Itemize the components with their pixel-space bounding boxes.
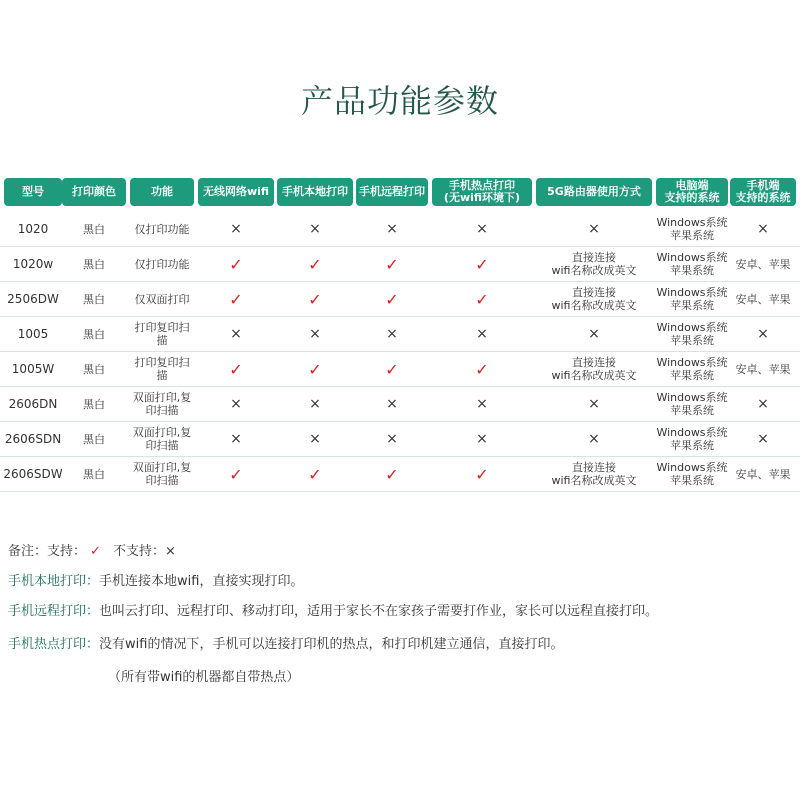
check-icon: ✓ <box>308 289 322 309</box>
check-icon: ✓ <box>385 464 399 484</box>
cell-model: 1005 <box>17 326 49 341</box>
cell-model: 2606SDW <box>3 466 63 481</box>
cross-icon: × <box>476 395 488 412</box>
column-header: 无线网络wifi <box>198 178 274 206</box>
column-header: 手机本地打印 <box>277 178 353 206</box>
cell-model: 1020 <box>17 221 49 236</box>
note-hotspot-label: 手机热点打印： <box>8 637 100 652</box>
cell-mobile: 安卓、苹果 <box>735 467 791 481</box>
check-icon: ✓ <box>385 254 399 274</box>
table-header <box>0 178 800 206</box>
table-body <box>0 212 800 492</box>
legend-support: 支持： <box>47 544 87 559</box>
cross-icon: × <box>230 220 242 237</box>
column-header: 电脑端 支持的系统 <box>656 178 728 206</box>
note-remote <box>8 600 658 619</box>
check-icon: ✓ <box>229 359 243 379</box>
column-header: 手机端 支持的系统 <box>730 178 796 206</box>
spec-table <box>0 178 800 492</box>
cell-model: 1005W <box>11 361 55 376</box>
column-header: 手机热点打印 (无wifi环境下) <box>432 178 532 206</box>
cross-icon: × <box>588 220 600 237</box>
cell-function: 仅双面打印 <box>134 292 190 306</box>
legend-line <box>8 540 176 559</box>
check-icon: ✓ <box>308 464 322 484</box>
note-hotspot-sub <box>108 666 299 685</box>
cross-icon: × <box>386 430 398 447</box>
cell-pc: Windows系统 苹果系统 <box>656 321 728 347</box>
note-local-label: 手机本地打印： <box>8 574 100 589</box>
cell-function: 打印复印扫描 <box>134 321 190 347</box>
table-row <box>0 387 800 422</box>
page-title: 产品功能参数 <box>300 82 499 120</box>
cross-icon: × <box>588 430 600 447</box>
table-row <box>0 352 800 387</box>
cell-function: 双面打印,复印扫描 <box>132 461 192 487</box>
cell-router: 直接连接 wifi名称改成英文 <box>551 286 637 312</box>
table-row <box>0 212 800 247</box>
cross-icon: × <box>757 395 769 412</box>
note-local-text: 手机连接本地wifi，直接实现打印。 <box>99 574 304 589</box>
cross-icon: × <box>164 544 176 559</box>
cell-pc: Windows系统 苹果系统 <box>656 286 728 312</box>
column-header: 功能 <box>130 178 194 206</box>
cross-icon: × <box>476 325 488 342</box>
cell-color: 黑白 <box>83 222 105 236</box>
cross-icon: × <box>230 430 242 447</box>
note-remote-label: 手机远程打印： <box>8 604 100 619</box>
cross-icon: × <box>386 325 398 342</box>
cell-function: 双面打印,复印扫描 <box>132 391 192 417</box>
cell-pc: Windows系统 苹果系统 <box>656 216 728 242</box>
cross-icon: × <box>309 395 321 412</box>
cell-pc: Windows系统 苹果系统 <box>656 251 728 277</box>
check-icon: ✓ <box>90 544 101 559</box>
cell-pc: Windows系统 苹果系统 <box>656 426 728 452</box>
cross-icon: × <box>757 220 769 237</box>
check-icon: ✓ <box>229 254 243 274</box>
cross-icon: × <box>309 220 321 237</box>
cell-function: 打印复印扫描 <box>134 356 190 382</box>
column-header: 型号 <box>4 178 62 206</box>
check-icon: ✓ <box>229 464 243 484</box>
cross-icon: × <box>588 325 600 342</box>
cell-color: 黑白 <box>83 327 105 341</box>
note-hotspot-text: 没有wifi的情况下，手机可以连接打印机的热点，和打印机建立通信，直接打印。 <box>99 637 564 652</box>
cell-color: 黑白 <box>83 397 105 411</box>
cell-function: 仅打印功能 <box>134 222 190 236</box>
cross-icon: × <box>588 395 600 412</box>
cell-mobile: 安卓、苹果 <box>735 257 791 271</box>
cross-icon: × <box>757 430 769 447</box>
cell-router: 直接连接 wifi名称改成英文 <box>551 251 637 277</box>
table-row <box>0 422 800 457</box>
cell-color: 黑白 <box>83 467 105 481</box>
cell-color: 黑白 <box>83 362 105 376</box>
cross-icon: × <box>476 220 488 237</box>
cross-icon: × <box>309 430 321 447</box>
cell-color: 黑白 <box>83 257 105 271</box>
check-icon: ✓ <box>385 359 399 379</box>
check-icon: ✓ <box>475 254 489 274</box>
cell-pc: Windows系统 苹果系统 <box>656 356 728 382</box>
cell-router: 直接连接 wifi名称改成英文 <box>551 461 637 487</box>
cell-model: 2606SDN <box>4 431 62 446</box>
cross-icon: × <box>386 395 398 412</box>
cell-mobile: 安卓、苹果 <box>735 292 791 306</box>
cell-model: 1020w <box>12 256 54 271</box>
cell-function: 双面打印,复印扫描 <box>132 426 192 452</box>
cell-model: 2606DN <box>8 396 58 411</box>
column-header: 打印颜色 <box>62 178 126 206</box>
table-row <box>0 317 800 352</box>
note-hotspot <box>8 633 563 652</box>
cross-icon: × <box>476 430 488 447</box>
check-icon: ✓ <box>475 359 489 379</box>
cross-icon: × <box>386 220 398 237</box>
cross-icon: × <box>757 325 769 342</box>
check-icon: ✓ <box>385 289 399 309</box>
check-icon: ✓ <box>229 289 243 309</box>
cell-color: 黑白 <box>83 292 105 306</box>
note-local <box>8 570 303 589</box>
table-row <box>0 457 800 492</box>
column-header: 手机远程打印 <box>356 178 428 206</box>
check-icon: ✓ <box>308 254 322 274</box>
cross-icon: × <box>309 325 321 342</box>
cross-icon: × <box>230 395 242 412</box>
table-row <box>0 247 800 282</box>
check-icon: ✓ <box>475 464 489 484</box>
cell-color: 黑白 <box>83 432 105 446</box>
note-hotspot-sub-text: （所有带wifi的机器都自带热点） <box>108 670 300 685</box>
cell-mobile: 安卓、苹果 <box>735 362 791 376</box>
cell-pc: Windows系统 苹果系统 <box>656 391 728 417</box>
check-icon: ✓ <box>475 289 489 309</box>
check-icon: ✓ <box>308 359 322 379</box>
column-header: 5G路由器使用方式 <box>536 178 652 206</box>
cell-function: 仅打印功能 <box>134 257 190 271</box>
note-remote-text: 也叫云打印、远程打印、移动打印，适用于家长不在家孩子需要打作业，家长可以远程直接打印。 <box>99 604 659 619</box>
cell-router: 直接连接 wifi名称改成英文 <box>551 356 637 382</box>
cell-pc: Windows系统 苹果系统 <box>656 461 728 487</box>
cross-icon: × <box>230 325 242 342</box>
cell-model: 2506DW <box>7 291 59 306</box>
legend-no-support: 不支持： <box>112 544 165 559</box>
table-row <box>0 282 800 317</box>
legend-label: 备注： <box>8 544 48 559</box>
